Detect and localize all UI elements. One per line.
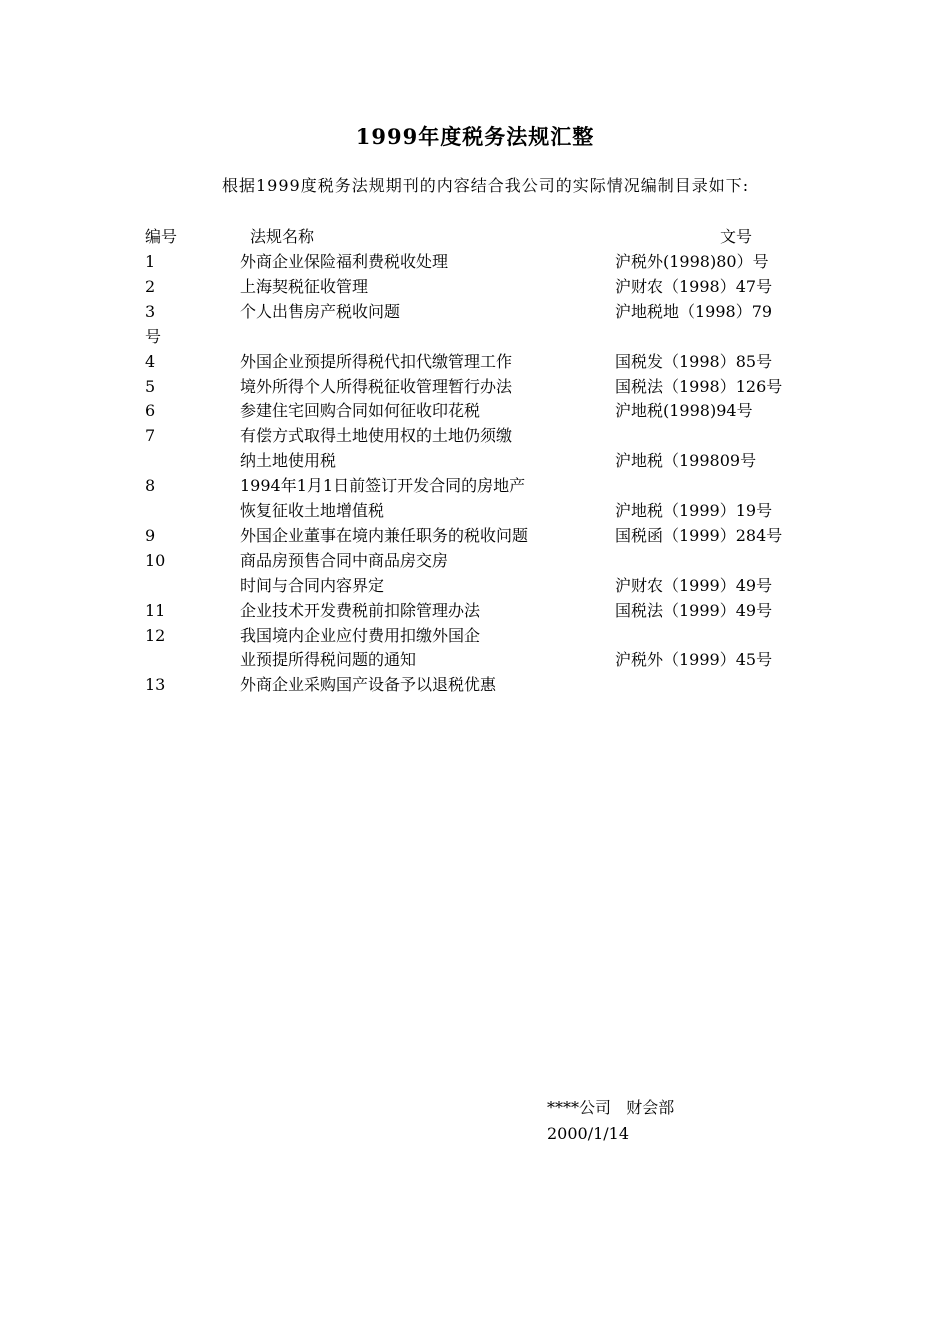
intro-text: 根据1999度税务法规期刊的内容结合我公司的实际情况编制目录如下: xyxy=(222,176,750,195)
header-name: 法规名称 xyxy=(250,227,315,246)
row-doc: 沪地税（199809号 xyxy=(615,451,757,470)
row-doc: 沪税外（1999）45号 xyxy=(615,650,773,669)
row-number: 12 xyxy=(145,626,166,645)
row-number: 9 xyxy=(145,526,156,545)
header-doc: 文号 xyxy=(720,227,753,246)
row-name: 外国企业预提所得税代扣代缴管理工作 xyxy=(240,352,513,371)
row-number: 13 xyxy=(145,675,166,694)
row-number: 7 xyxy=(145,426,156,445)
row-name: 我国境内企业应付费用扣缴外国企 xyxy=(240,626,481,645)
row-doc: 国税法（1998）126号 xyxy=(615,377,783,396)
row-number: 1 xyxy=(145,252,156,271)
row-name: 外商企业采购国产设备予以退税优惠 xyxy=(240,675,497,694)
footer-company: ****公司 财会部 xyxy=(547,1098,675,1117)
row-number: 5 xyxy=(145,377,156,396)
row-number: 4 xyxy=(145,352,156,371)
row-doc: 国税函（1999）284号 xyxy=(615,526,783,545)
row-number: 3 xyxy=(145,302,156,321)
row-doc: 国税法（1999）49号 xyxy=(615,601,773,620)
row-name: 恢复征收土地增值税 xyxy=(240,501,385,520)
row-doc: 沪财农（1998）47号 xyxy=(615,277,773,296)
row-doc: 国税发（1998）85号 xyxy=(615,352,773,371)
row-name: 商品房预售合同中商品房交房 xyxy=(240,551,449,570)
row-doc: 沪地税（1999）19号 xyxy=(615,501,773,520)
row-number: 号 xyxy=(145,327,162,346)
header-number: 编号 xyxy=(145,227,178,246)
row-name: 参建住宅回购合同如何征收印花税 xyxy=(240,401,481,420)
row-name: 外商企业保险福利费税收处理 xyxy=(240,252,449,271)
page-title: 1999年度税务法规汇整 xyxy=(355,124,595,149)
row-number: 2 xyxy=(145,277,156,296)
row-name: 外国企业董事在境内兼任职务的税收问题 xyxy=(240,526,529,545)
row-name: 上海契税征收管理 xyxy=(240,277,369,296)
row-name: 有偿方式取得土地使用权的土地仍须缴 xyxy=(240,426,513,445)
row-doc: 沪税外(1998)80）号 xyxy=(615,252,769,271)
row-name: 企业技术开发费税前扣除管理办法 xyxy=(240,601,481,620)
row-doc: 沪地税地（1998）79 xyxy=(615,302,773,321)
row-name: 业预提所得税问题的通知 xyxy=(240,650,417,669)
row-number: 11 xyxy=(145,601,166,620)
footer-date: 2000/1/14 xyxy=(547,1124,630,1143)
row-doc: 沪财农（1999）49号 xyxy=(615,576,773,595)
row-number: 6 xyxy=(145,401,156,420)
row-name: 纳土地使用税 xyxy=(240,451,337,470)
row-name: 时间与合同内容界定 xyxy=(240,576,385,595)
row-name: 境外所得个人所得税征收管理暂行办法 xyxy=(240,377,513,396)
row-doc: 沪地税(1998)94号 xyxy=(615,401,753,420)
row-name: 1994年1月1日前签订开发合同的房地产 xyxy=(240,476,526,495)
row-number: 10 xyxy=(145,551,166,570)
row-number: 8 xyxy=(145,476,156,495)
row-name: 个人出售房产税收问题 xyxy=(240,302,401,321)
